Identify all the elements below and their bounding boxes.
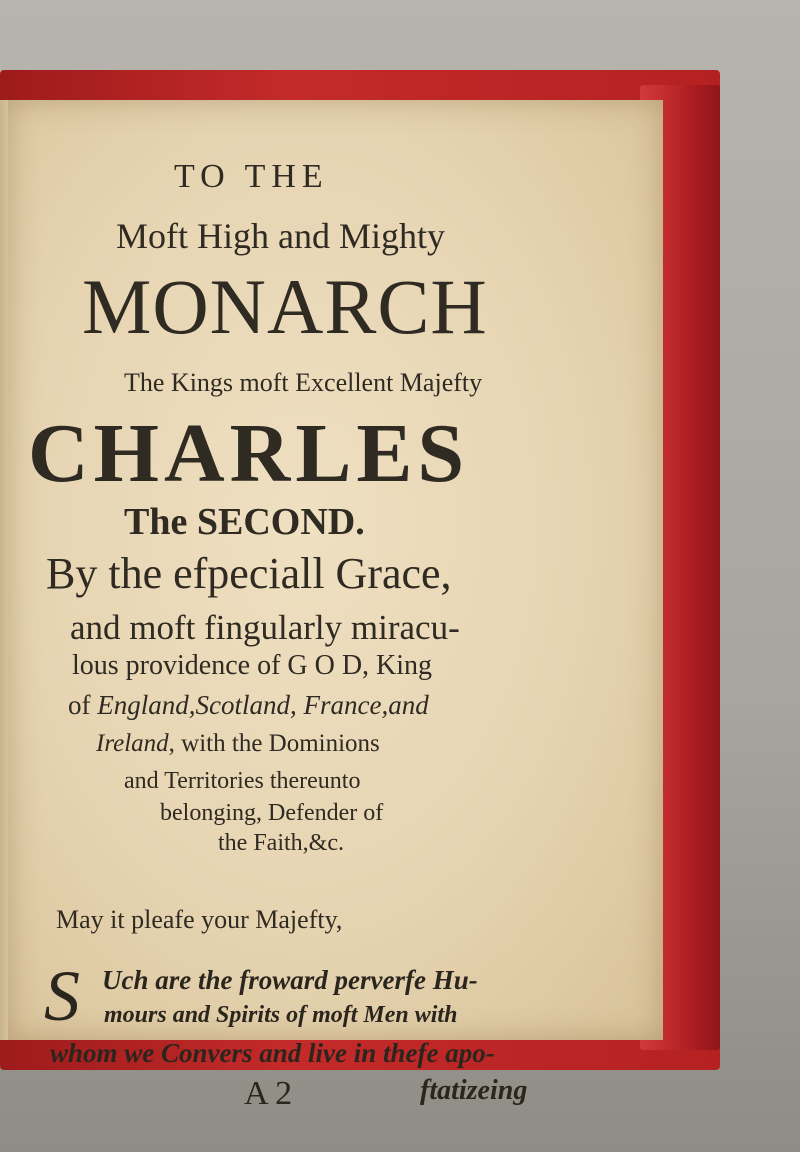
king-ordinal: The SECOND. (124, 501, 365, 543)
catchword: ftatizeing (420, 1075, 528, 1106)
ireland-name: Ireland (96, 730, 169, 757)
monarch-title: MONARCH (82, 263, 488, 350)
ireland-line (96, 730, 380, 758)
realms-line (68, 690, 429, 721)
defender-line: belonging, Defender of (160, 800, 384, 826)
singularly-line: and moft fingularly miracu- (70, 608, 460, 647)
drop-cap: S (44, 956, 80, 1036)
signature-mark: A 2 (244, 1075, 293, 1112)
realms-prefix: of (68, 690, 98, 720)
grace-line: By the efpeciall Grace, (46, 549, 452, 598)
realms-names: England,Scotland, France,and (97, 690, 429, 720)
faith-line: the Faith,&c. (218, 830, 344, 856)
kings-majesty-line: The Kings moft Excellent Majefty (124, 368, 483, 397)
dedication-heading: TO THE (174, 158, 329, 195)
body-line-2: mours and Spirits of moft Men with (104, 1002, 458, 1028)
dedication-subheading: Moft High and Mighty (116, 216, 445, 256)
territories-line: and Territories thereunto (124, 768, 361, 794)
body-line-3: whom we Convers and live in thefe apo- (50, 1038, 495, 1068)
body-line-1: Uch are the froward perverfe Hu- (102, 965, 478, 995)
king-name: CHARLES (28, 407, 470, 500)
salutation: May it pleafe your Majefty, (56, 905, 343, 934)
providence-line: lous providence of G O D, King (72, 650, 433, 681)
dominions-text: , with the Dominions (168, 730, 380, 757)
